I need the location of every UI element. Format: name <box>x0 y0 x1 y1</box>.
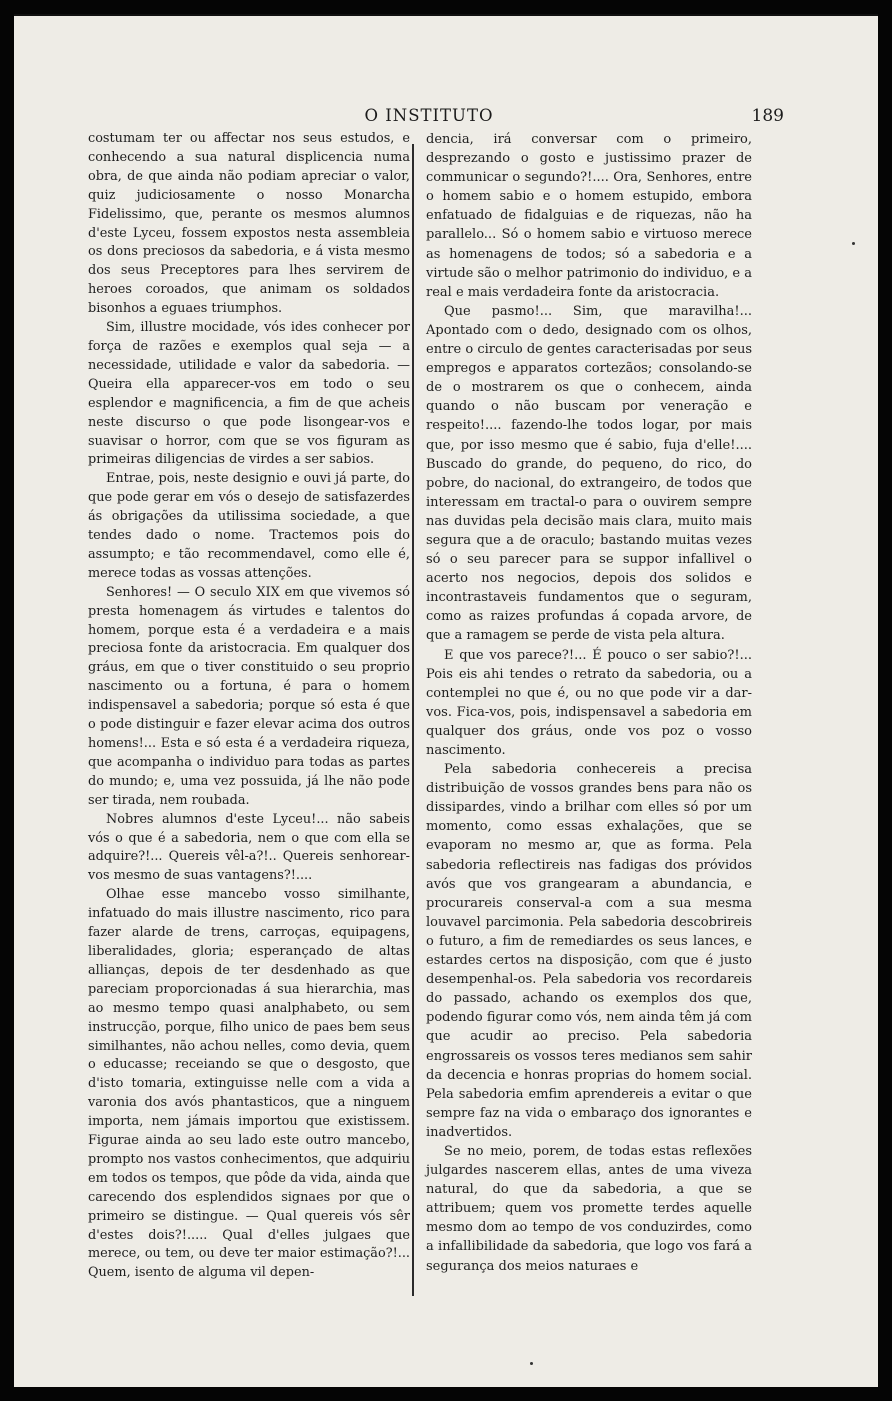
right-text-column <box>426 130 752 1276</box>
paragraph: E que vos parece?!... É pouco o ser sabio?!... Pois eis ahi tendes o retrato da sabedoria, ou a contemplei no que é, ou no que pode vir a dar-vos. Fica-vos, pois, indispensavel a sabedoria em qualquer dos gráus, onde vos poz o vosso nascimento. <box>426 647 752 758</box>
column-divider <box>412 144 414 1296</box>
page-border-top <box>14 14 878 16</box>
left-text-column <box>88 130 410 1283</box>
paragraph: Olhae esse mancebo vosso similhante, infatuado do mais illustre nascimento, rico para fazer alarde de trens, carroças, equipagens, liberalidades, gloria; esperançado de altas allianças, depois de ter desdenhado as que pareciam proporcionadas á sua hierarchia, mas ao mesmo tempo quasi analphabeto, ou sem instrucção, porque, filho unico de paes bem seus similhantes, não achou nelles, como devia, quem o educasse; receiando se que o desgosto, que d'isto tomaria, extinguisse nelle com a vida a varonia dos avós phantasticos, que a ninguem importa, nem jámais importou que existissem. Figurae ainda ao seu lado este outro mancebo, prompto nos vastos conhecimentos, que adquiriu em todos os tempos, que pôde da vida, ainda que carecendo dos esplendidos signaes por que o primeiro se distingue. — Qual quereis vós sêr d'estes dois?!..... Qual d'elles julgaes que merece, ou tem, ou deve ter maior estimação?!... Quem, isento de alguma vil depen- <box>88 887 410 1281</box>
ink-speck <box>530 1362 533 1365</box>
scanned-page <box>14 14 878 1387</box>
paragraph: Sim, illustre mocidade, vós ides conhecer por força de razões e exemplos qual seja — a necessidade, utilidade e valor da sabedoria. — Queira ella apparecer-vos em todo o seu esplendor e magnificencia, a fim de que acheis neste discurso o que pode lisongear-vos e suavisar o horror, com que se vos figuram as primeiras diligencias de virdes a ser sabios. <box>88 320 410 468</box>
paragraph: Entrae, pois, neste designio e ouvi já parte, do que pode gerar em vós o desejo de satisfazerdes ás obrigações da utilissima sociedade, a que tendes dado o nome. Tractemos pois do assumpto; e tão recommendavel, como elle é, merece todas as vossas attenções. <box>88 471 410 581</box>
paragraph: Que pasmo!... Sim, que maravilha!... Apontado com o dedo, designado com os olhos, entre o circulo de gentes caracterisadas por seus empregos e apparatos cortezãos; consolando-se de o mostrarem os que o conhecem, ainda quando o não buscam por veneração e respeito!.... fazendo-lhe todos logar, por mais que, por isso mesmo que é sabio, fuja d'elle!.... Buscado do grande, do pequeno, do rico, do pobre, do nacional, do extrangeiro, de todos que interessam em tractal-o para o ouvirem sempre nas duvidas pela decisão mais clara, muito mais segura que a de oraculo; bastando muitas vezes só o seu parecer para se suppor infallivel o acerto nos negocios, depois dos solidos e incontrastaveis fundamentos que o seguram, como as raizes profundas á copada arvore, de que a ramagem se perde de vista pela altura. <box>426 303 752 644</box>
paragraph: Pela sabedoria conhecereis a precisa distribuição de vossos grandes bens para não os dissipardes, vindo a brilhar com elles só por um momento, como essas exhalações, que se evaporam no mesmo ar, que as forma. Pela sabedoria reflectireis nas fadigas dos próvidos avós que vos grangearam a abundancia, e procurareis conserval-a com a sua mesma louvavel parcimonia. Pela sabedoria descobrireis o futuro, a fim de remediardes os seus lances, e estardes certos na disposição, com que é justo desempenhal-os. Pela sabedoria vos recordareis do passado, achando os exemplos dos que, podendo figurar como vós, nem ainda têm já com que acudir ao preciso. Pela sabedoria engrossareis os vossos teres medianos sem sahir da decencia e honras proprias do homem social. Pela sabedoria emfim aprendereis a evitar o que sempre faz na vida o embaraço dos ignorantes e inadvertidos. <box>426 762 752 1140</box>
running-title: O INSTITUTO <box>364 106 494 125</box>
ink-speck <box>852 242 855 245</box>
paragraph: costumam ter ou affectar nos seus estudos, e conhecendo a sua natural displicencia numa obra, de que ainda não podiam apreciar o valor, quiz judiciosamente o nosso Monarcha Fidelissimo, que, perante os mesmos alumnos d'este Lyceu, fossem expostos nesta assembleia os dons preciosos da sabedoria, e á vista mesmo dos seus Preceptores para lhes servirem de heroes coroados, que animam os soldados bisonhos a eguaes triumphos. <box>88 131 410 317</box>
page-header <box>74 106 784 130</box>
page-number: 189 <box>751 106 784 126</box>
paragraph: Se no meio, porem, de todas estas reflexões julgardes nascerem ellas, antes de uma viveza natural, do que da sabedoria, a que se attribuem; quem vos promette terdes aquelle mesmo dom ao tempo de vos conduzirdes, como a infallibilidade da sabedoria, que logo vos fará a segurança dos meios naturaes e <box>426 1143 752 1274</box>
paragraph: Nobres alumnos d'este Lyceu!... não sabeis vós o que é a sabedoria, nem o que com ella se adquire?!... Quereis vêl-a?!.. Quereis senhorear-vos mesmo de suas vantagens?!.... <box>88 811 410 884</box>
paragraph: Senhores! — O seculo XIX em que vivemos só presta homenagem ás virtudes e talentos do homem, porque esta é a verdadeira e a mais preciosa fonte da aristocracia. Em qualquer dos gráus, em que o tiver constituido o seu proprio nascimento ou a fortuna, é para o homem indispensavel a sabedoria; porque só esta é que o pode distinguir e fazer elevar acima dos outros homens!... Esta e só esta é a verdadeira riqueza, que acompanha o individuo para todas as partes do mundo; e, uma vez possuida, já lhe não pode ser tirada, nem roubada. <box>88 584 410 808</box>
paragraph: dencia, irá conversar com o primeiro, desprezando o gosto e justissimo prazer de communicar o segundo?!.... Ora, Senhores, entre o homem sabio e o homem estupido, embora enfatuado de fidalguias e de riquezas, não ha parallelo... Só o homem sabio e virtuoso merece as homenagens de todos; só a sabedoria e a virtude são o melhor patrimonio do individuo, e a real e mais verdadeira fonte da aristocracia. <box>426 132 752 300</box>
